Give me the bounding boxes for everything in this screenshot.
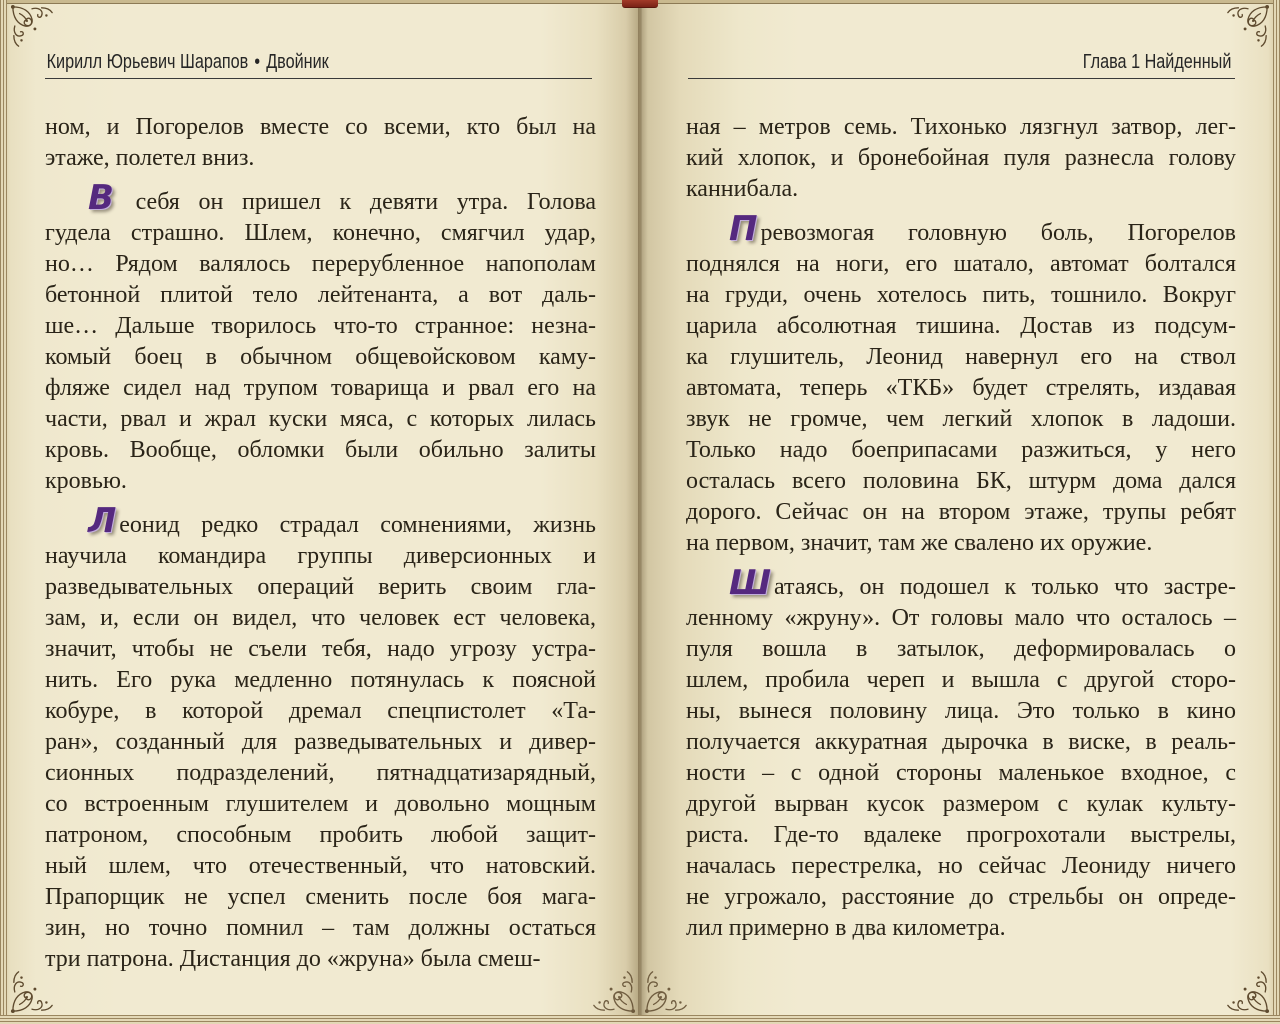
paragraph (45, 501, 596, 975)
page-stack-right (1273, 0, 1280, 1024)
drop-cap: Ш (729, 563, 772, 603)
text-line: кровью. (45, 468, 127, 494)
text-line: этаже, полетел вниз. (45, 145, 255, 171)
running-title (45, 47, 329, 78)
text-line: ше… Дальше творилось что-то странное: незна- (45, 313, 596, 339)
text-line: каннибала. (686, 176, 799, 202)
text-line: Прапорщик не успел сменить после боя мага- (45, 884, 596, 910)
header-separator: • (254, 51, 261, 73)
text-line: значит, чтобы не съели тебя, надо угрозу устра- (45, 636, 596, 662)
text-line: разведывательных операций верить своим гла- (45, 574, 596, 600)
text-line: но… Рядом валялось перерубленное напополам (45, 251, 596, 277)
text-line: со встроенным глушителем и довольно мощным (45, 791, 596, 817)
paragraph (45, 112, 596, 174)
book-spine (638, 0, 642, 1024)
text-line: поднялся на ноги, его шатало, автомат болтался (686, 251, 1236, 277)
text-line: на первом, значит, там же свалено их оружие. (686, 530, 1153, 556)
text-line-rest: еонид редко страдал сомнениями, жизнь (119, 512, 596, 538)
text-line: патроном, способным пробить любой защит- (45, 822, 596, 848)
text-line: не угрожало, расстояние до стрельбы он опреде- (686, 884, 1236, 910)
bookmark-ribbon[interactable] (622, 0, 658, 8)
drop-cap: Л (88, 501, 117, 541)
page-stack-bottom (0, 1015, 1280, 1024)
text-line: кровь. Вообще, обломки были обильно залиты (45, 437, 596, 463)
text-line (45, 501, 596, 541)
paragraph (686, 112, 1236, 205)
page-header-right (688, 47, 1235, 79)
page-text-left (45, 112, 596, 975)
text-line: лил примерно в два километра. (686, 915, 1006, 941)
text-line: три патрона. Дистанция до «жруна» была смеш- (45, 946, 541, 972)
book-title: Двойник (266, 51, 329, 73)
corner-ornament-bottom-right (1224, 968, 1270, 1014)
text-line: ном, и Погорелов вместе со всеми, кто был на (45, 114, 596, 140)
paragraph (45, 178, 596, 497)
text-line-rest: атаясь, он подошел к только что застре- (774, 574, 1236, 600)
page-text-right (686, 112, 1236, 944)
page-stack-left (0, 0, 7, 1024)
text-line: ная – метров семь. Тихонько лязгнул затвор, лег- (686, 114, 1236, 140)
chapter-title: Глава 1 Найденный (1082, 51, 1231, 73)
text-line: шлем, пробила череп и вышла с другой сторо- (686, 667, 1236, 693)
text-line: бетонной плитой тело лейтенанта, а вот даль- (45, 282, 596, 308)
text-line: ка глушитель, Леонид навернул его на ствол (686, 344, 1236, 370)
text-line: на груди, очень хотелось пить, тошнило. Вокруг (686, 282, 1236, 308)
drop-cap: В (88, 178, 114, 218)
text-line: зин, но точно помнил – там должны остаться (45, 915, 596, 941)
corner-ornament-spine-bottom-right (644, 968, 690, 1014)
author-name: Кирилл Юрьевич Шарапов (46, 51, 249, 73)
paragraph (686, 209, 1236, 559)
text-line: автомата, теперь «ТКБ» будет стрелять, издавая (686, 375, 1236, 401)
page-header-left (45, 47, 592, 79)
drop-cap: П (729, 209, 758, 249)
text-line: ленному «жруну». От головы мало что осталось – (686, 605, 1236, 631)
text-line: ности – с одной стороны маленькое входное, с (686, 760, 1236, 786)
text-line (686, 563, 1236, 603)
text-line: другой вырван кусок размером с кулак культу- (686, 791, 1236, 817)
paragraph (686, 563, 1236, 944)
text-line: риста. Где-то вдалеке прогрохотали выстрелы, (686, 822, 1236, 848)
text-line: ны, вынеся половину лица. Это только в кино (686, 698, 1236, 724)
text-line: пуля вошла в затылок, деформировалась о (686, 636, 1236, 662)
text-line: фляже сидел над трупом товарища и рвал его на (45, 375, 596, 401)
text-line: части, рвал и жрал куски мяса, с которых лилась (45, 406, 596, 432)
text-line: ран», созданный для разведывательных и дивер- (45, 729, 596, 755)
text-line: Только надо боеприпасами разжиться, у него (686, 437, 1236, 463)
text-line: зам, и, если он видел, что человек ест человека, (45, 605, 596, 631)
corner-ornament-top-left (10, 4, 56, 50)
text-line: началась перестрелка, но сейчас Леониду ничего (686, 853, 1236, 879)
text-line: научила командира группы диверсионных и (45, 543, 596, 569)
text-line: царила абсолютная тишина. Достав из подсум- (686, 313, 1236, 339)
text-line-rest: ревозмогая головную боль, Погорелов (760, 220, 1236, 246)
text-line: нить. Его рука медленно потянулась к поясной (45, 667, 596, 693)
text-line: кобуре, в которой дремал спецпистолет «Та- (45, 698, 596, 724)
corner-ornament-spine-bottom-left (590, 968, 636, 1014)
text-line: кий хлопок, и бронебойная пуля разнесла голову (686, 145, 1236, 171)
text-line: получается аккуратная дырочка в виске, в реаль- (686, 729, 1236, 755)
corner-ornament-top-right (1224, 4, 1270, 50)
text-line (45, 178, 596, 218)
text-line: осталась всего половина БК, штурм дома дался (686, 468, 1236, 494)
text-line: сионных подразделений, пятнадцатизарядный, (45, 760, 596, 786)
text-line: комый боец в обычном общевойсковом каму- (45, 344, 596, 370)
text-line: гудела страшно. Шлем, конечно, смягчил удар, (45, 220, 596, 246)
text-line-rest: себя он пришел к девяти утра. Голова (116, 189, 596, 215)
text-line: дорого. Сейчас он на втором этаже, трупы ребят (686, 499, 1236, 525)
text-line: ный шлем, что отечественный, что натовский. (45, 853, 596, 879)
text-line: звук не громче, чем легкий хлопок в ладоши. (686, 406, 1236, 432)
text-line (686, 209, 1236, 249)
